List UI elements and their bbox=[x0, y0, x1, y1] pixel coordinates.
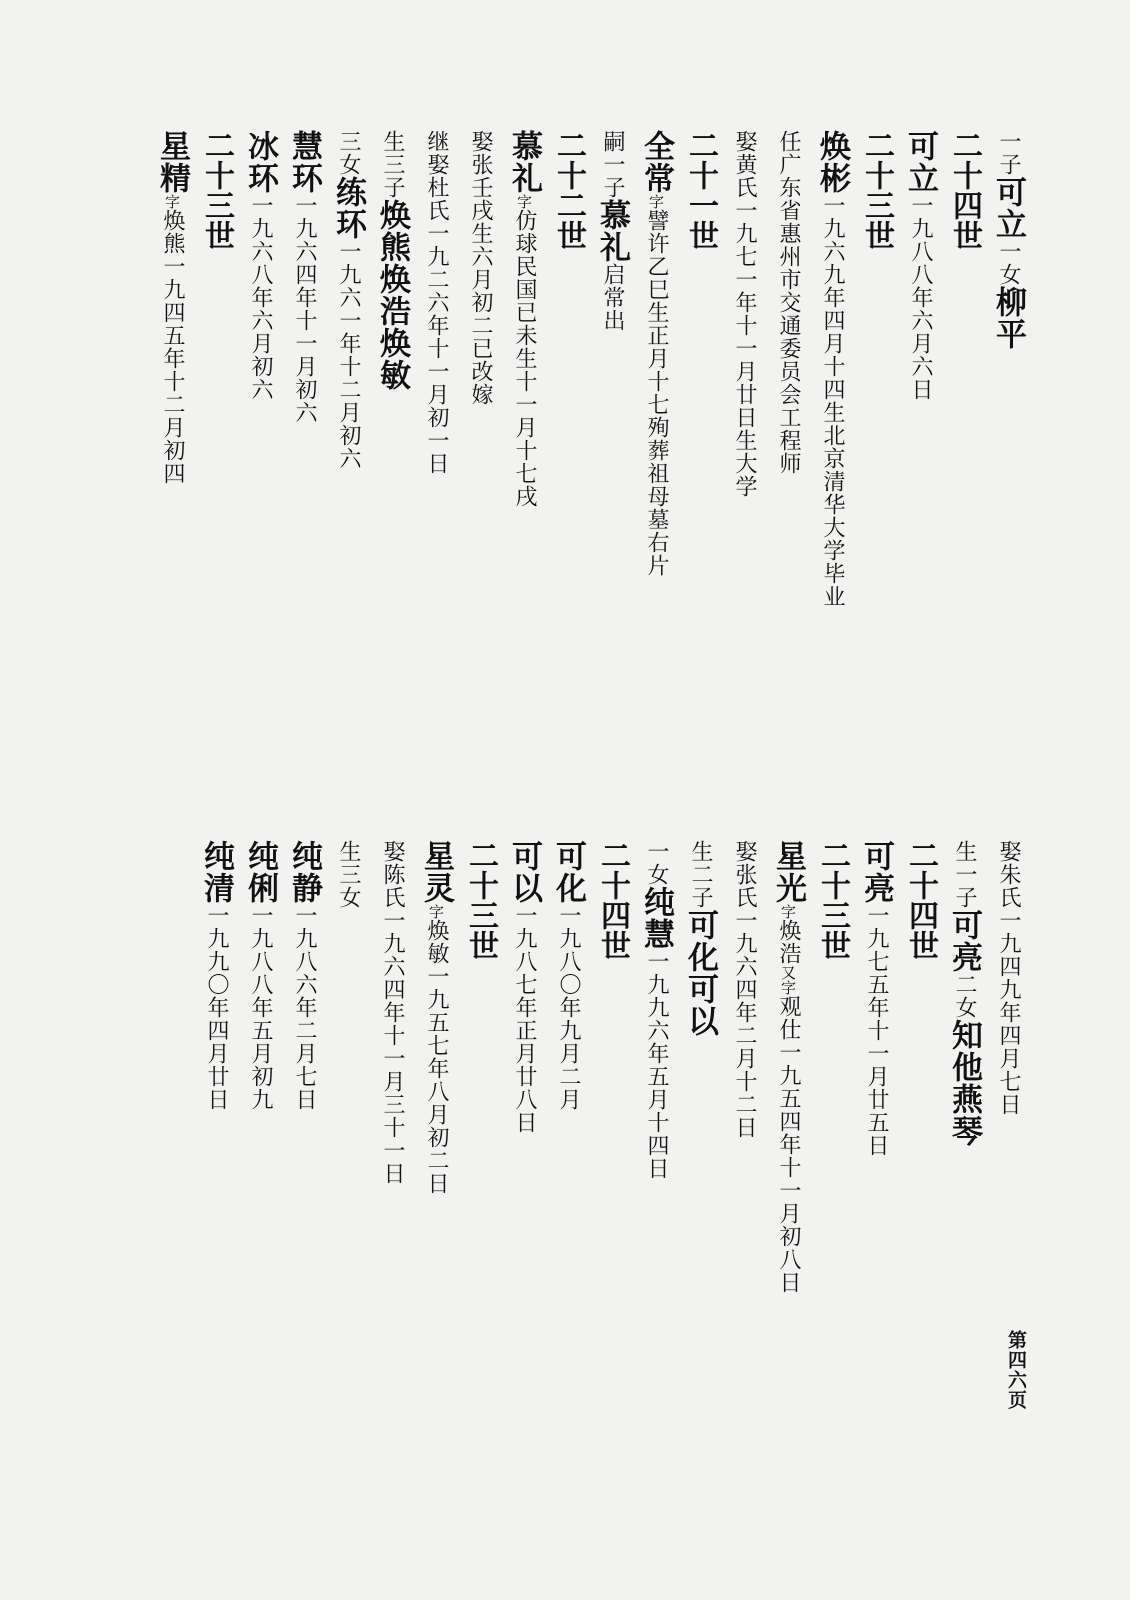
generation-heading bbox=[942, 130, 986, 670]
record-text: 焕熊一九四五年十二月初四 bbox=[160, 209, 185, 485]
text-column bbox=[986, 130, 1030, 670]
record-text: 一女 bbox=[644, 840, 669, 886]
text-column bbox=[414, 130, 458, 670]
record-text: 娶黄氏一九七一年十一月廿日生大学 bbox=[732, 130, 757, 498]
record-text: 三女 bbox=[336, 130, 361, 176]
generation-heading bbox=[194, 130, 238, 670]
record-text: 观仕一九五四年十一月初八日 bbox=[776, 995, 801, 1294]
annotation-text: 又字 bbox=[779, 965, 797, 995]
text-column bbox=[634, 130, 678, 670]
record-text: 二十二世 bbox=[551, 130, 586, 250]
record-text: 二十四世 bbox=[595, 840, 630, 960]
record-text: 一九八〇年九月二月 bbox=[556, 904, 581, 1111]
person-name: 慕礼 bbox=[506, 130, 542, 194]
generation-heading bbox=[458, 840, 502, 1270]
record-text: 一九八八年五月初九 bbox=[248, 904, 273, 1111]
generation-heading bbox=[898, 840, 942, 1270]
page-number: 第四六页 bbox=[1005, 1330, 1027, 1410]
record-text: 焕浩 bbox=[776, 919, 801, 965]
text-column bbox=[414, 840, 458, 1270]
text-column bbox=[326, 130, 370, 670]
text-column bbox=[370, 130, 414, 670]
text-column bbox=[986, 840, 1030, 1270]
record-text: 一九六一年十二月初六 bbox=[336, 240, 361, 470]
text-column bbox=[854, 840, 898, 1270]
record-text: 一九九〇年四月廿日 bbox=[204, 904, 229, 1111]
record-text: 继娶杜氏一九二六年十一月初一日 bbox=[424, 130, 449, 475]
record-text: 一九九六年五月十四日 bbox=[644, 950, 669, 1180]
record-text: 一九六四年十一月初六 bbox=[292, 194, 317, 424]
record-text: 生三子 bbox=[380, 130, 405, 199]
person-name: 纯俐 bbox=[242, 840, 278, 904]
annotation-text: 字 bbox=[647, 194, 665, 209]
text-column bbox=[942, 840, 986, 1270]
text-column bbox=[898, 130, 942, 670]
text-column bbox=[150, 130, 194, 670]
text-column bbox=[326, 840, 370, 1270]
person-name: 星灵 bbox=[418, 840, 454, 904]
person-name: 冰环 bbox=[242, 130, 278, 194]
record-text: 嗣一子 bbox=[600, 130, 625, 199]
text-column bbox=[458, 130, 502, 670]
text-column bbox=[282, 840, 326, 1270]
person-name: 全常 bbox=[638, 130, 674, 194]
person-name: 焕彬 bbox=[814, 130, 850, 194]
person-name: 可立 bbox=[990, 176, 1026, 240]
record-text: 二十三世 bbox=[463, 840, 498, 960]
record-text: 二十一世 bbox=[683, 130, 718, 250]
generation-heading bbox=[810, 840, 854, 1270]
text-column bbox=[722, 130, 766, 670]
person-name: 知他 bbox=[946, 1019, 982, 1083]
record-text: 二十四世 bbox=[903, 840, 938, 960]
text-column bbox=[634, 840, 678, 1270]
record-text: 娶朱氏一九四九年四月七日 bbox=[996, 840, 1021, 1116]
person-name: 焕浩 bbox=[374, 263, 410, 327]
person-name: 柳平 bbox=[990, 286, 1026, 350]
annotation-text: 字 bbox=[779, 904, 797, 919]
top-section bbox=[95, 130, 1030, 670]
record-text: 一九八七年正月廿八日 bbox=[512, 904, 537, 1134]
person-name: 可亮 bbox=[858, 840, 894, 904]
person-name: 可化 bbox=[550, 840, 586, 904]
text-column bbox=[766, 130, 810, 670]
record-text: 娶陈氏一九六四年十一月三十一日 bbox=[380, 840, 405, 1185]
record-text: 二女 bbox=[952, 973, 977, 1019]
bottom-section bbox=[95, 840, 1030, 1294]
person-name: 纯静 bbox=[286, 840, 322, 904]
annotation-text: 字 bbox=[163, 194, 181, 209]
person-name: 慧环 bbox=[286, 130, 322, 194]
text-column bbox=[370, 840, 414, 1270]
text-column bbox=[282, 130, 326, 670]
text-column bbox=[502, 840, 546, 1270]
text-column bbox=[238, 130, 282, 670]
record-text: 一九六九年四月十四生北京清华大学毕业 bbox=[820, 194, 845, 608]
record-text: 譬许乙巳生正月十七殉葬祖母墓右片 bbox=[644, 209, 669, 577]
record-text: 仿球民国已未生十一月十七戌 bbox=[512, 209, 537, 508]
record-text: 二十三世 bbox=[199, 130, 234, 250]
generation-heading bbox=[854, 130, 898, 670]
record-text: 焕敏一九五七年八月初二日 bbox=[424, 919, 449, 1195]
record-text: 任广东省惠州市交通委员会 bbox=[776, 130, 801, 406]
record-text: 生一子 bbox=[952, 840, 977, 909]
text-column bbox=[722, 840, 766, 1270]
person-name: 可以 bbox=[506, 840, 542, 904]
record-text: 启常出 bbox=[600, 263, 625, 332]
person-name: 星精 bbox=[154, 130, 190, 194]
annotation-text: 字 bbox=[515, 194, 533, 209]
person-name: 纯慧 bbox=[638, 886, 674, 950]
record-text: 一九八六年二月七日 bbox=[292, 904, 317, 1111]
text-column bbox=[194, 840, 238, 1270]
record-text: 一九八八年六月六日 bbox=[908, 194, 933, 401]
person-name: 可立 bbox=[902, 130, 938, 194]
text-column bbox=[590, 130, 634, 670]
person-name: 练环 bbox=[330, 176, 366, 240]
person-name: 可以 bbox=[682, 973, 718, 1037]
person-name: 慕礼 bbox=[594, 199, 630, 263]
person-name: 星光 bbox=[770, 840, 806, 904]
generation-heading bbox=[546, 130, 590, 670]
person-name: 燕琴 bbox=[946, 1083, 982, 1147]
text-column bbox=[810, 130, 854, 670]
record-text: 工程师 bbox=[776, 406, 801, 475]
person-name: 纯清 bbox=[198, 840, 234, 904]
annotation-text: 字 bbox=[427, 904, 445, 919]
record-text: 生二子 bbox=[688, 840, 713, 909]
record-text: 一九七五年十一月廿五日 bbox=[864, 904, 889, 1157]
record-text: 一九六八年六月初六 bbox=[248, 194, 273, 401]
record-text: 二十四世 bbox=[947, 130, 982, 250]
record-text: 一女 bbox=[996, 240, 1021, 286]
text-column bbox=[238, 840, 282, 1270]
record-text: 二十三世 bbox=[859, 130, 894, 250]
generation-heading bbox=[590, 840, 634, 1270]
record-text: 生三女 bbox=[336, 840, 361, 909]
record-text: 一子 bbox=[996, 130, 1021, 176]
generation-heading bbox=[678, 130, 722, 670]
text-column bbox=[678, 840, 722, 1270]
person-name: 焕熊 bbox=[374, 199, 410, 263]
text-column bbox=[546, 840, 590, 1270]
record-text: 二十三世 bbox=[815, 840, 850, 960]
record-text: 娶张氏一九六四年二月十二日 bbox=[732, 840, 757, 1139]
text-column bbox=[502, 130, 546, 670]
person-name: 可亮 bbox=[946, 909, 982, 973]
person-name: 焕敏 bbox=[374, 327, 410, 391]
text-column bbox=[766, 840, 810, 1294]
person-name: 可化 bbox=[682, 909, 718, 973]
record-text: 娶张壬戌生六月初二已改嫁 bbox=[468, 130, 493, 406]
